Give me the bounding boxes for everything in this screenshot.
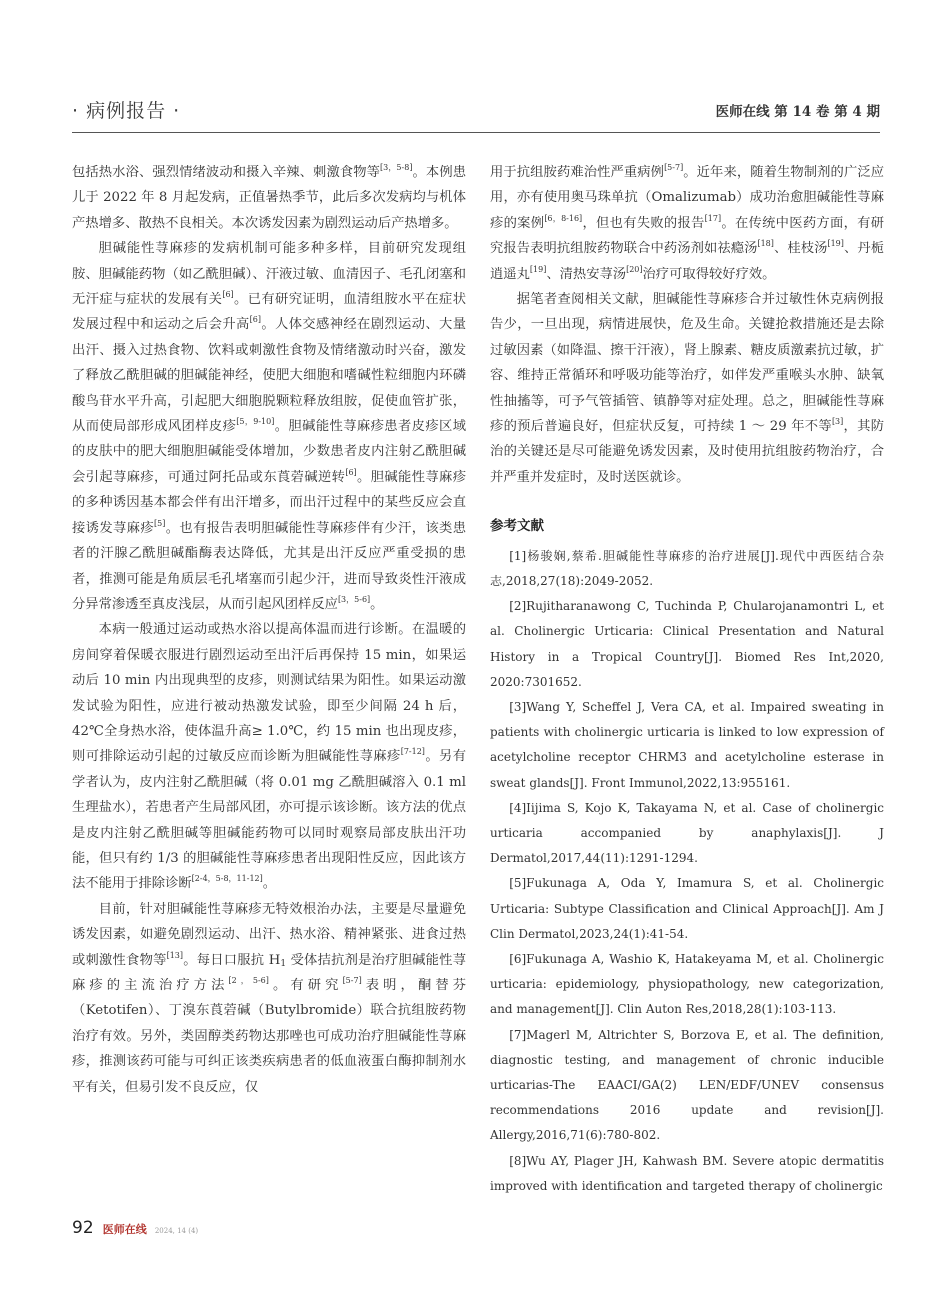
paragraph: 据笔者查阅相关文献，胆碱能性荨麻疹合并过敏性休克病例报告少，一旦出现，病情进展快，危及生命。关键抢救措施还是去除过敏因素（如降温、擦干汗液），肾上腺素、糖皮质激素抗过敏，扩容、维持正常循环和呼吸功能等治疗，如伴发严重喉头水肿、缺氧性抽搐等，可予气管插管、镇静等对症处理。总之，胆碱能性荨麻疹的预后普遍良好，但症状反复，可持续 1 ～ 29 年不等[3]，其防治的关键还是尽可能避免诱发因素，及时使用抗组胺药物治疗，合并严重并发症时，及时送医就诊。: [490, 292, 884, 485]
citation: [6，8-16]: [544, 213, 583, 223]
page-header: [72, 96, 880, 122]
citation: [6]: [222, 290, 234, 300]
citation: [3]: [831, 417, 844, 427]
citation: [5-7]: [664, 163, 684, 172]
citation: [5]: [154, 518, 166, 528]
reference-item: [5]Fukunaga A, Oda Y, Imamura S, et al. Cholinergic Urticaria: Subtype Classification and Clinical Approach[J]. Am J Clin Dermatol,2023,24(1):41-54.: [490, 876, 884, 941]
page-footer: [72, 1218, 198, 1238]
reference-item: [8]Wu AY, Plager JH, Kahwash BM. Severe atopic dermatitis improved with identification and targeted therapy of cholinergic: [490, 1153, 884, 1193]
right-column: [490, 160, 884, 1199]
reference-item: [6]Fukunaga A, Washio K, Hatakeyama M, et al. Cholinergic urticaria: epidemiology, physiopathology, new categorization, and management[J]. Clin Auton Res,2018,28(1):103-113.: [490, 951, 884, 1017]
paragraph: 用于抗组胺药难治性严重病例[5-7]。近年来，随着生物制剂的广泛应用，亦有使用奥马珠单抗（Omalizumab）成功治愈胆碱能性荨麻疹的案例[6，8-16]，但也有失败的报告[17]。在传统中医药方面，有研究报告表明抗组胺药物联合中药汤剂如祛瘾汤[18]、桂枝汤[19]、丹栀逍遥丸[19]、清热安荨汤[20]治疗可取得较好疗效。: [490, 163, 885, 282]
footer-issue: 2024, 14 (4): [154, 1227, 199, 1235]
citation: [5，9-10]: [236, 417, 275, 427]
paragraph: 目前，针对胆碱能性荨麻疹无特效根治办法，主要是尽量避免诱发因素，如避免剧烈运动、出汗、热水浴、精神紧张、进食过热或刺激性食物等[13]。每日口服抗 $H_1$ 受体拮抗剂是治疗胆碱能性荨麻疹的主流治疗方法[2，5-6]。有研究[5-7]表明，酮替芬（Ketotifen）、丁溴东莨菪碱（Butylbromide）联合抗组胺药物治疗有效。另外，类固醇类药物达那唑也可成功治疗胆碱能性荨麻疹，推测该药可能与可纠正该类疾病患者的低血液蛋白酶抑制剂水平有关，但易引发不良反应，仅: [72, 901, 467, 1095]
section-tag: · 病例报告 ·: [72, 100, 181, 122]
reference-item: [3]Wang Y, Scheffel J, Vera CA, et al. Impaired sweating in patients with cholinergic urticaria is linked to low expression of acetylcholine receptor CHRM3 and acetylcholine esterase in sweat glands[J]. Front Immunol,2022,13:955161.: [490, 699, 884, 790]
reference-item: [1]杨骏娴,蔡希.胆碱能性荨麻疹的治疗进展[J].现代中西医结合杂志,2018,27(18):2049-2052.: [490, 548, 884, 588]
citation: [20]: [626, 264, 643, 274]
reference-item: [2]Rujitharanawong C, Tuchinda P, Chularojanamontri L, et al. Cholinergic Urticaria: Clinical Presentation and Natural History in a Tropical Country[J]. Biomed Res Int,2020, 2020:7301652.: [490, 599, 884, 689]
references-heading: 参考文献: [490, 518, 544, 535]
journal-logo: 医师在线: [102, 1223, 147, 1236]
header-divider: [72, 132, 880, 133]
citation: [5-7]: [342, 976, 362, 985]
citation: [2-4，5-8，11-12]: [191, 874, 263, 884]
reference-item: [4]Iijima S, Kojo K, Takayama N, et al. Case of cholinergic urticaria accompanied by anaphylaxis[J]. J Dermatol,2017,44(11):1291-1294.: [490, 800, 884, 866]
citation: [19]: [827, 239, 844, 249]
citation: [3，5-8]: [380, 163, 413, 172]
citation: [19]: [529, 264, 547, 274]
citation: [18]: [757, 239, 774, 249]
citation: [17]: [704, 213, 722, 223]
paragraph: 本病一般通过运动或热水浴以提高体温而进行诊断。在温暖的房间穿着保暖衣服进行剧烈运动至出汗后再保持 15 min，如果运动后 10 min 内出现典型的皮疹，则测试结果为阳性。如果运动激发试验为阳性，应进行被动热激发试验，即至少间隔 24 h 后，42℃全身热水浴，使体温升高≥ 1.0℃，约 15 min 也出现皮疹，则可排除运动引起的过敏反应而诊断为胆碱能性荨麻疹[7-12]。另有学者认为，皮内注射乙酰胆碱（将 0.01 mg 乙酰胆碱溶入 0.1 ml 生理盐水），若患者产生局部风团，亦可提示该诊断。该方法的优点是皮内注射乙酰胆碱等胆碱能药物可以同时观察局部皮肤出汗功能，但只有约 1/3 的胆碱能性荨麻疹患者出现阳性反应，因此该方法不能用于排除诊断[2-4，5-8，11-12]。: [72, 622, 467, 892]
left-column: [72, 160, 466, 1100]
page-number: 92: [72, 1218, 94, 1238]
citation: [7-12]: [400, 747, 425, 757]
citation: [2，5-6]: [228, 976, 269, 985]
paragraph: 包括热水浴、强烈情绪波动和摄入辛辣、刺激食物等[3，5-8]。本例患儿于 2022 年 8 月起发病，正值暑热季节，此后多次发病均与机体产热增多、散热不良相关。本次诱发因素为剧烈运动后产热增多。: [72, 163, 467, 231]
citation: [6]: [345, 467, 357, 477]
journal-reference: 医师在线 第 14 卷 第 4 期: [715, 104, 880, 120]
citation: [6]: [249, 315, 262, 325]
paragraph: 胆碱能性荨麻疹的发病机制可能多种多样，目前研究发现组胺、胆碱能药物（如乙酰胆碱）、汗液过敏、血清因子、毛孔闭塞和无汗症与症状的发展有关[6]。已有研究证明，血清组胺水平在症状发展过程中和运动之后会升高[6]。人体交感神经在剧烈运动、大量出汗、摄入过热食物、饮料或刺激性食物及情绪激动时兴奋，激发了释放乙酰胆碱的胆碱能神经，使肥大细胞和嗜碱性粒细胞内环磷酸鸟苷水平升高，引起肥大细胞脱颗粒释放组胺，促使血管扩张，从而使局部形成风团样皮疹[5，9-10]。胆碱能性荨麻疹患者皮疹区域的皮肤中的肥大细胞胆碱能受体增加，少数患者皮内注射乙酰胆碱会引起荨麻疹，可通过阿托品或东莨菪碱逆转[6]。胆碱能性荨麻疹的多种诱因基本都会伴有出汗增多，而出汗过程中的某些反应会直接诱发荨麻疹[5]。也有报告表明胆碱能性荨麻疹伴有少汗，该类患者的汗腺乙酰胆碱酯酶表达降低，尤其是出汗反应严重受损的患者，推测可能是角质层毛孔堵塞而引起少汗，进而导致炎性汗液成分异常渗透至真皮浅层，从而引起风团样反应[3，5-6]。: [72, 241, 467, 612]
citation: [13]: [166, 950, 184, 960]
citation: [3，5-6]: [337, 594, 371, 604]
reference-item: [7]Magerl M, Altrichter S, Borzova E, et al. The definition, diagnostic testing, and management of chronic inducible urticarias-The EAACI/GA(2) LEN/EDF/UNEV consensus recommendations 2016 update and revision[J]. Allergy,2016,71(6):780-802.: [490, 1027, 884, 1143]
